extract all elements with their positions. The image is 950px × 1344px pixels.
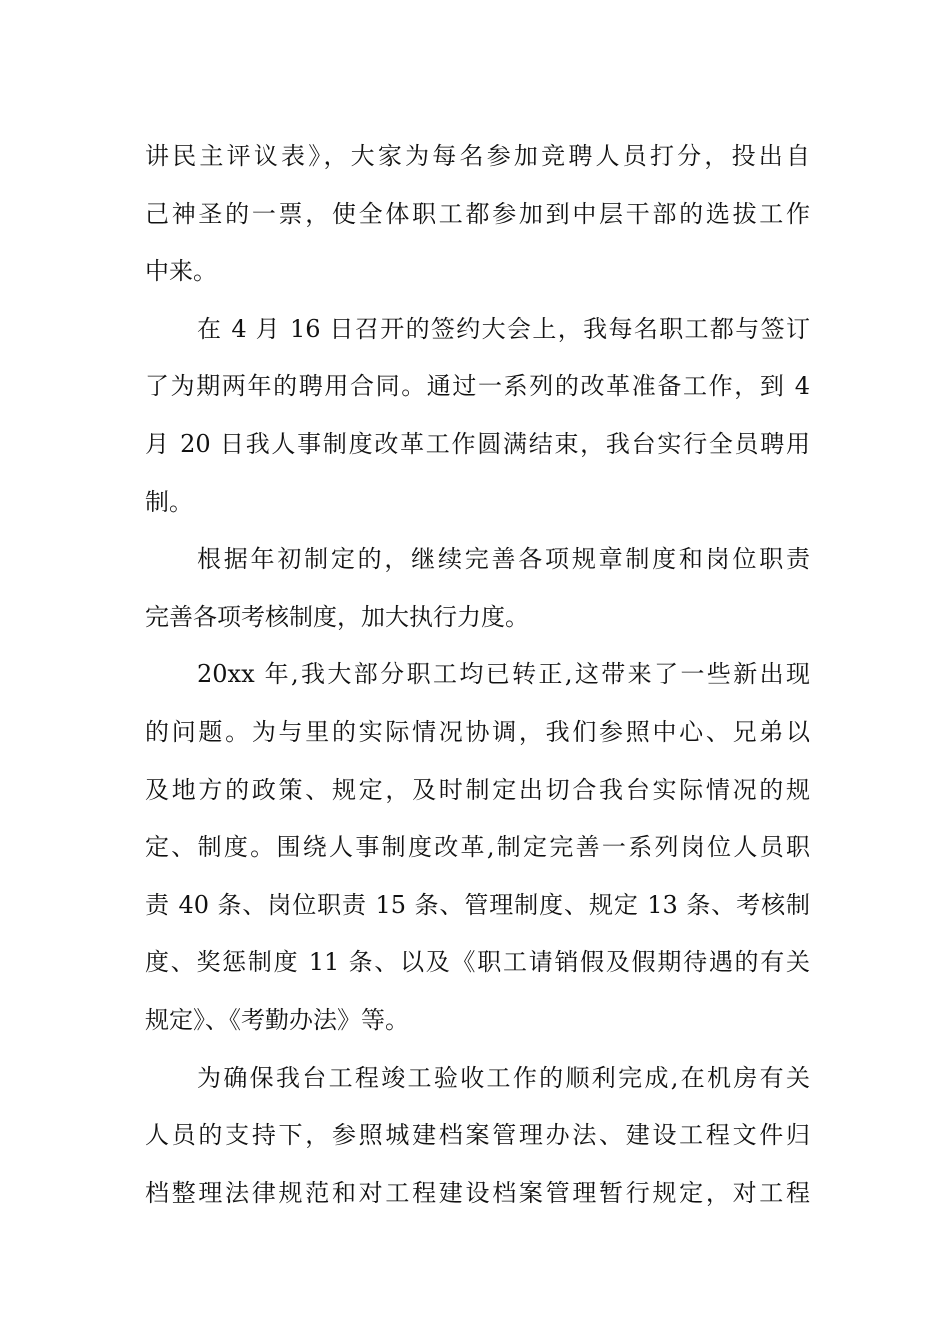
paragraph-staff-policies bbox=[145, 646, 810, 1049]
text-line: 责 40 条、岗位职责 15 条、管理制度、规定 13 条、考核制 bbox=[145, 890, 810, 919]
text-line: 了为期两年的聘用合同。通过一系列的改革准备工作，到 4 bbox=[145, 372, 810, 401]
text-line: 档整理法律规范和对工程建设档案管理暂行规定，对工程 bbox=[145, 1178, 810, 1207]
text-line: 20xx 年,我大部分职工均已转正,这带来了一些新出现 bbox=[197, 660, 810, 689]
text-line: 中来。 bbox=[145, 257, 217, 286]
text-line: 月 20 日我人事制度改革工作圆满结束，我台实行全员聘用 bbox=[145, 429, 810, 458]
paragraph-evaluation bbox=[145, 128, 810, 301]
document-body bbox=[145, 128, 810, 1222]
text-line: 人员的支持下，参照城建档案管理办法、建设工程文件归 bbox=[145, 1121, 810, 1150]
text-line: 在 4 月 16 日召开的签约大会上，我每名职工都与签订 bbox=[197, 314, 810, 343]
paragraph-project-acceptance bbox=[145, 1050, 810, 1223]
text-line: 度、奖惩制度 11 条、以及《职工请销假及假期待遇的有关 bbox=[145, 948, 810, 977]
text-line: 为确保我台工程竣工验收工作的顺利完成,在机房有关 bbox=[197, 1063, 810, 1092]
text-line: 完善各项考核制度，加大执行力度。 bbox=[145, 602, 529, 631]
text-line: 的问题。为与里的实际情况协调，我们参照中心、兄弟以 bbox=[145, 717, 810, 746]
text-line: 己神圣的一票，使全体职工都参加到中层干部的选拔工作 bbox=[145, 199, 810, 228]
text-line: 及地方的政策、规定，及时制定出切合我台实际情况的规 bbox=[145, 775, 810, 804]
paragraph-contract-signing bbox=[145, 301, 810, 531]
text-line: 制。 bbox=[145, 487, 193, 516]
paragraph-regulations bbox=[145, 531, 810, 646]
text-line: 根据年初制定的，继续完善各项规章制度和岗位职责 bbox=[197, 545, 810, 574]
text-line: 讲民主评议表》，大家为每名参加竞聘人员打分，投出自 bbox=[145, 142, 810, 170]
text-line: 规定》、《考勤办法》等。 bbox=[145, 1005, 409, 1034]
text-line: 定、制度。围绕人事制度改革,制定完善一系列岗位人员职 bbox=[145, 833, 810, 862]
